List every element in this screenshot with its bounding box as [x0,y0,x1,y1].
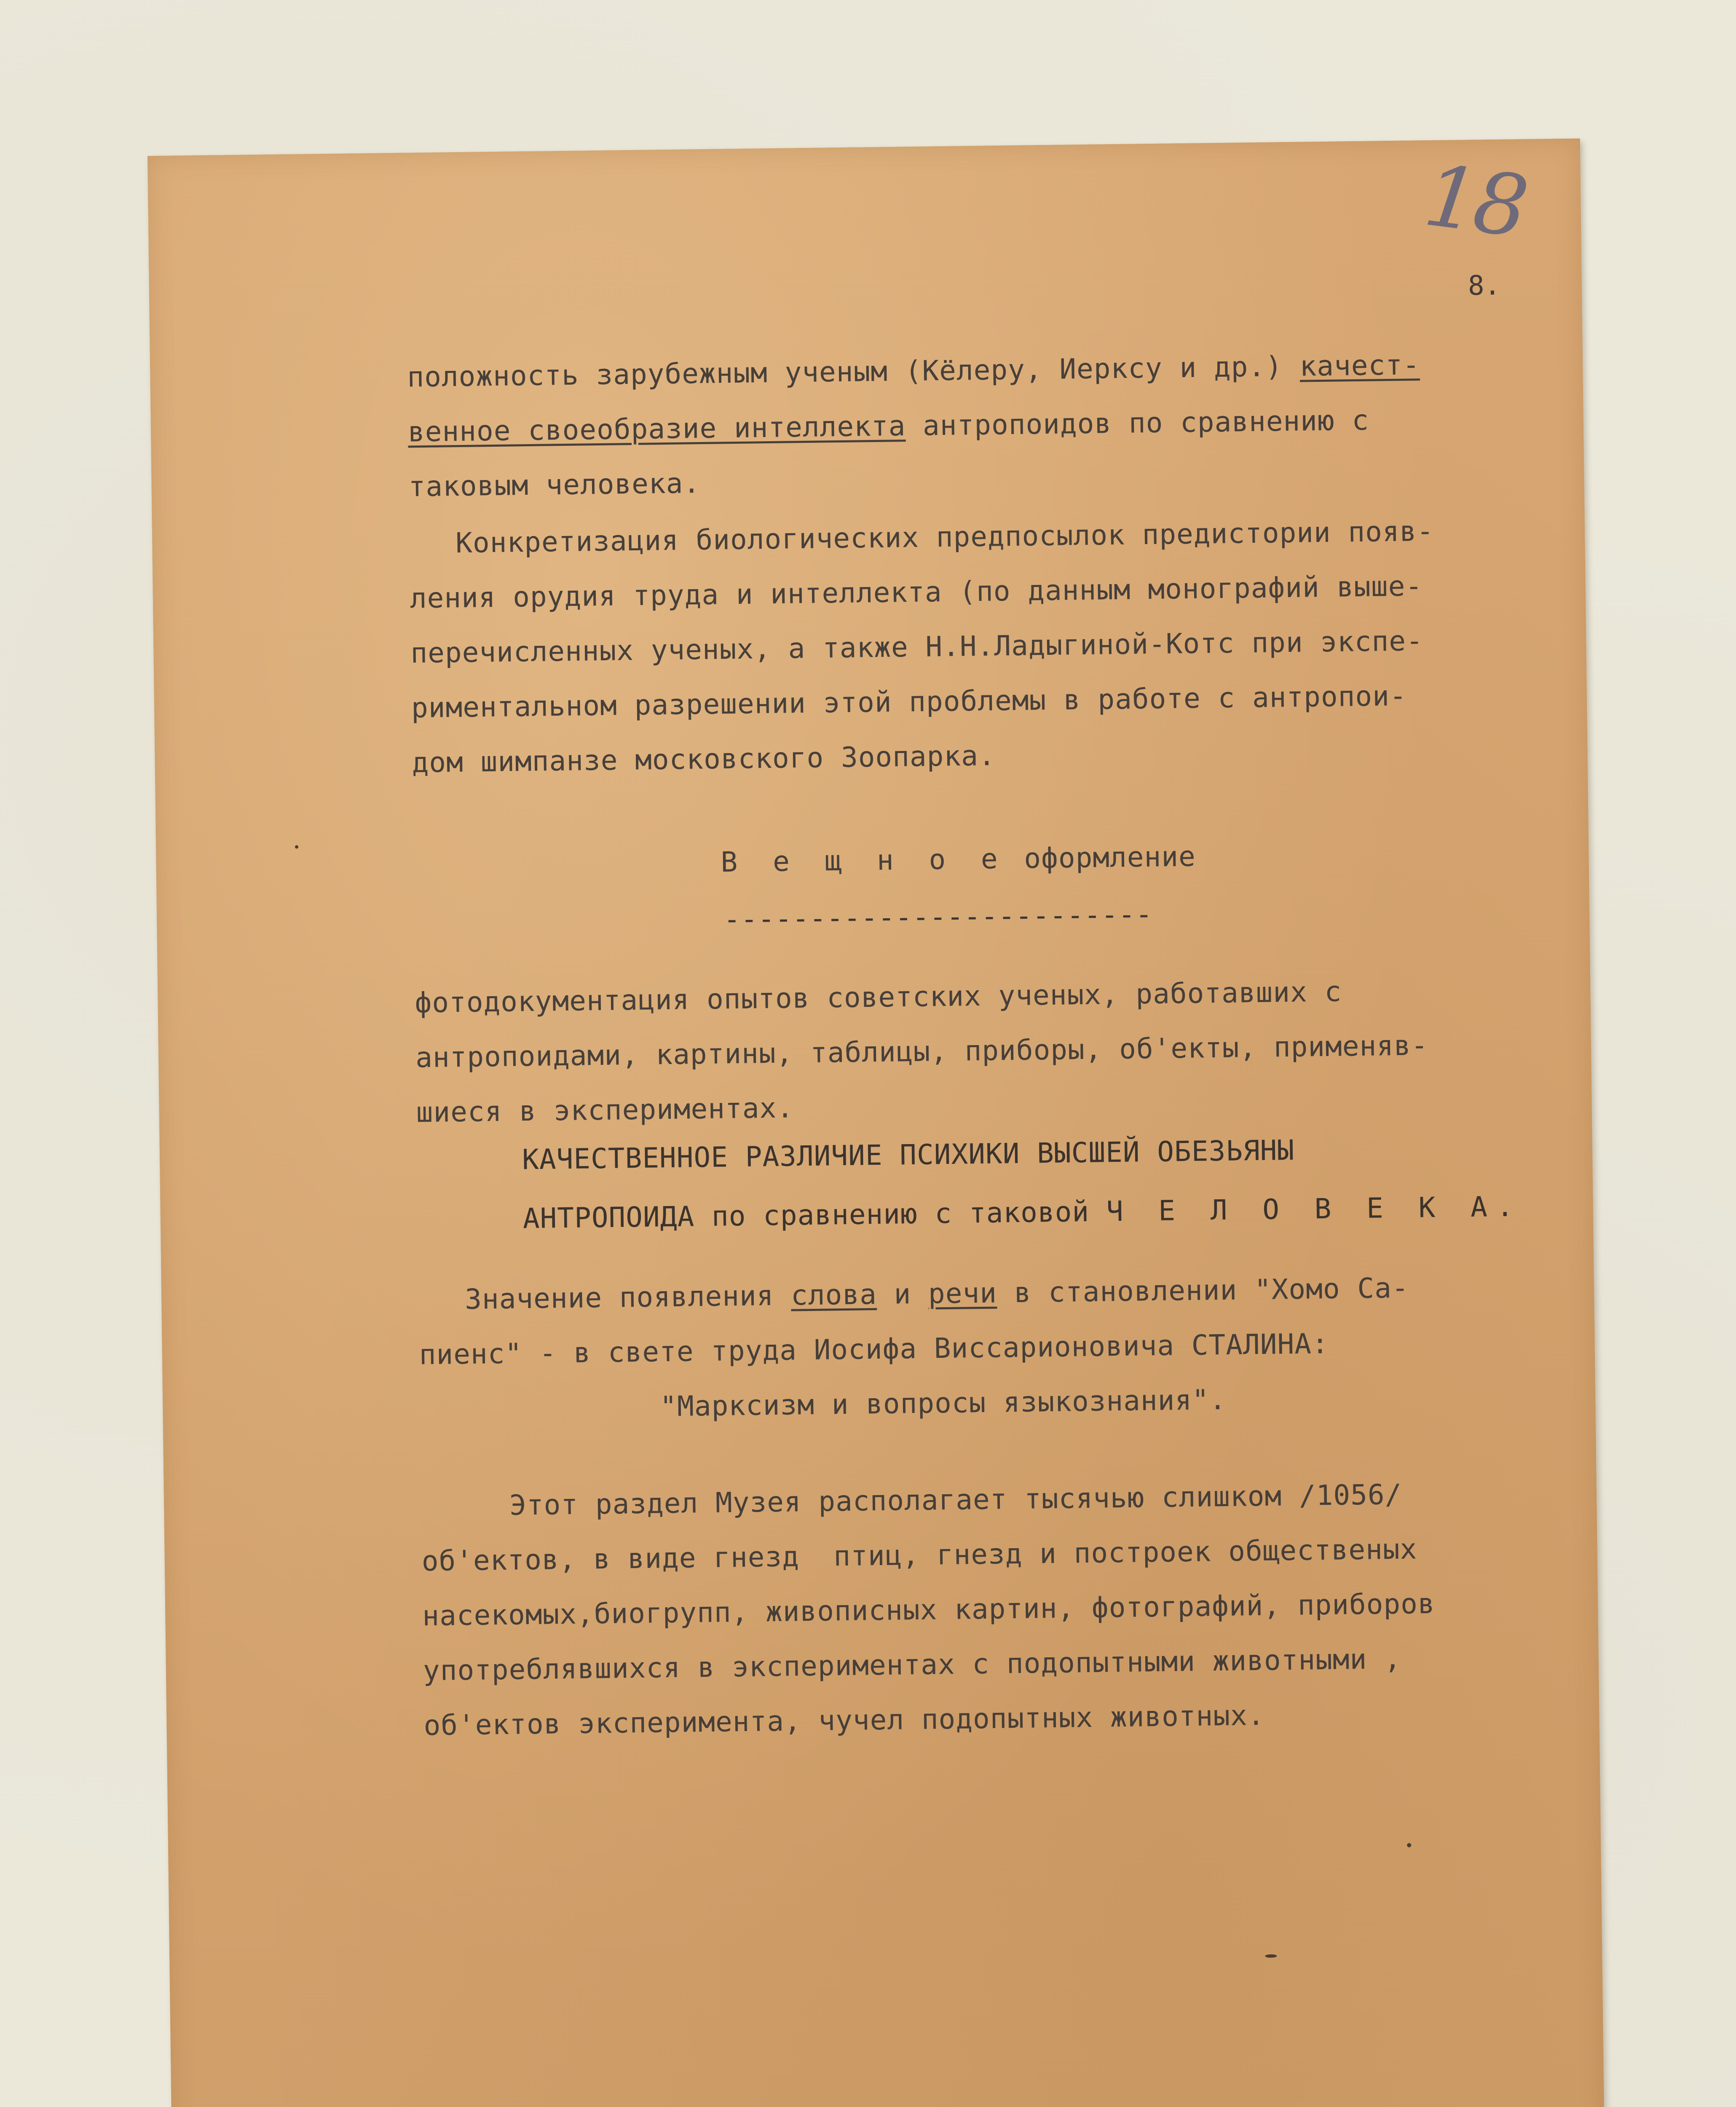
p1-l1-underlined: качест- [1299,348,1420,383]
paper-speck [1407,1843,1411,1847]
paragraph-2-line-2: ления орудия труда и интеллекта (по данным монографий выше- [410,570,1423,615]
p1-l2-text: антропоидов по сравнению с [905,404,1369,442]
p4-word-slova: слова [790,1278,877,1312]
title-line-1: КАЧЕСТВЕННОЕ РАЗЛИЧИЕ ПСИХИКИ ВЫСШЕЙ ОБЕЗЬЯНЫ [522,1134,1295,1176]
paragraph-1-line-1 [407,348,1629,394]
paragraph-4-line-3: "Марксизм и вопросы языкознания". [659,1383,1227,1423]
paragraph-2-line-3: перечисленных ученых, а также Н.Н.Ладыгиной-Котс при экспе- [410,625,1424,670]
paragraph-4-line-2: пиенс" - в свете труда Иосифа Виссарионовича СТАЛИНА: [419,1327,1329,1371]
paragraph-3-line-2: антропоидами, картины, таблицы, приборы, об'екты, применяв- [415,1029,1428,1074]
typed-page-number: 8. [1468,270,1501,302]
section-heading-rest: оформление [1007,840,1196,875]
p4-word-rechi: речи [928,1276,997,1310]
p1-l2-underlined: венное своеобразие интеллекта [407,410,906,448]
paragraph-1-line-3: таковым человека. [408,467,701,503]
paragraph-5-line-5: об'ектов эксперимента, чучел подопытных животных. [423,1699,1265,1742]
paragraph-4-line-1 [465,1271,1687,1314]
paragraph-2-line-4: риментальном разрешении этой проблемы в работе с антропои- [411,679,1407,724]
paragraph-5-line-4: употреблявшихся в экспериментах с подопытными животными , [423,1642,1402,1687]
paper-speck [295,845,298,849]
paragraph-3-line-1: фотодокументация опытов советских ученых, работавших с [415,975,1342,1019]
paragraph-2-line-1: Конкретизация биологических предпосылок предистории появ- [455,515,1434,560]
p4-l1-b: и [876,1277,929,1311]
paragraph-5-line-2: об'ектов, в виде гнезд птиц, гнезд и построек общественых [421,1533,1417,1578]
section-heading-rule: ------------------------- [723,898,1153,936]
section-heading-spaced: В е щ н о е [721,842,1007,879]
paper-speck [1265,1954,1277,1958]
paragraph-3-line-3: шиеся в экспериментах. [416,1091,794,1129]
paragraph-1-line-2 [408,403,1630,446]
title-line-2-caps: АНТРОПОИДА [522,1200,695,1235]
paragraph-5-line-3: насекомых,биогрупп, живописных картин, фотографий, приборов [422,1587,1436,1633]
p4-l1-c: в становлении "Хомо Са- [997,1271,1409,1309]
title-line-2 [522,1190,1736,1233]
section-heading [721,834,1736,879]
handwritten-folio-number: 18 [1419,146,1530,257]
p4-l1-a: Значение появления [464,1279,791,1316]
paragraph-5-line-1: Этот раздел Музея располагает тысячью слишком /1056/ [509,1478,1402,1522]
title-line-2-mid: по сравнению с таковой [694,1195,1107,1233]
paragraph-2-line-5: дом шимпанзе московского Зоопарка. [412,739,996,779]
document-sheet [147,138,1605,2107]
p1-l1-text: положность зарубежным ученым (Кёлеру, Иерксу и др.) [407,350,1300,394]
title-line-2-spaced: Ч Е Л О В Е К А. [1106,1190,1523,1228]
